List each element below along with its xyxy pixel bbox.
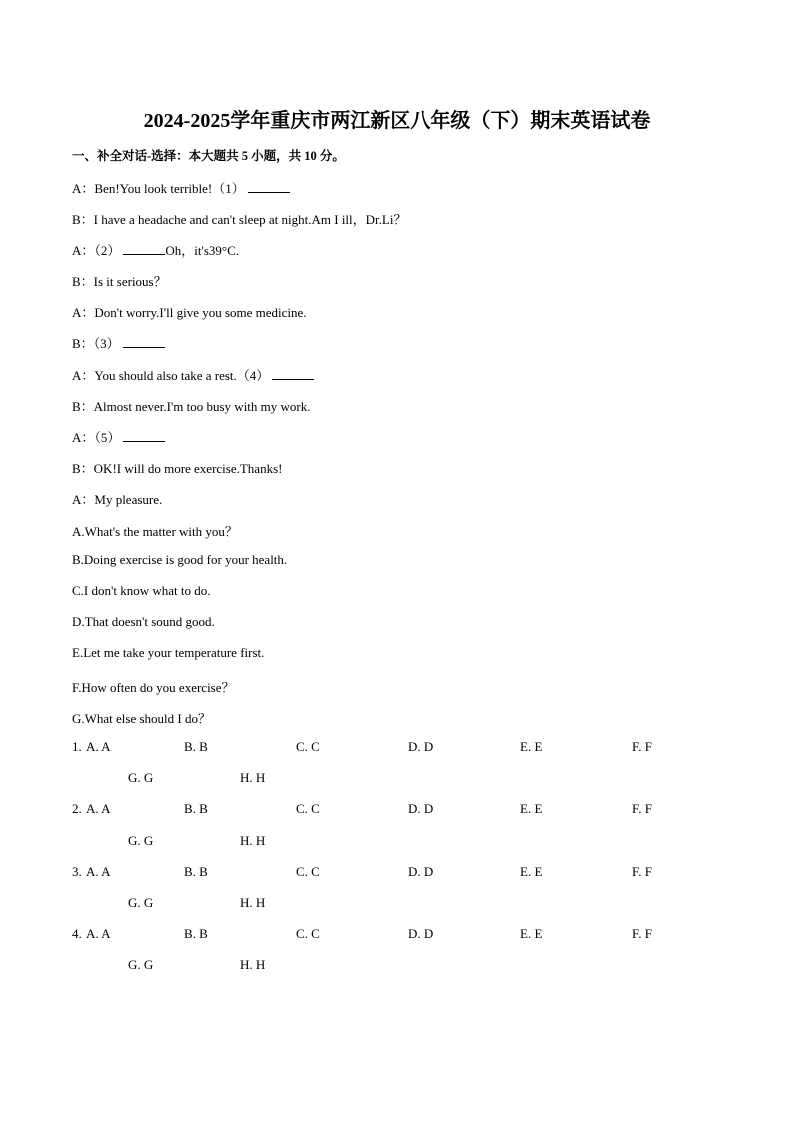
- dialogue-line: [72, 333, 165, 352]
- choice-a[interactable]: A. A: [86, 801, 111, 816]
- option-item: F.How often do you exercise？: [72, 680, 235, 695]
- choice-f[interactable]: F. F: [632, 926, 652, 941]
- answer-blank[interactable]: [123, 336, 165, 348]
- dialogue-text: B：I have a headache and can't sleep at night.Am I ill，Dr.Li？: [72, 212, 407, 227]
- choice-e[interactable]: E. E: [520, 864, 543, 879]
- choice-f[interactable]: F. F: [632, 864, 652, 879]
- dialogue-line: [72, 271, 167, 290]
- dialogue-line: [72, 396, 311, 415]
- answer-blank[interactable]: [272, 368, 314, 380]
- choice-c[interactable]: C. C: [296, 864, 320, 879]
- choice-f[interactable]: F. F: [632, 801, 652, 816]
- option-item: B.Doing exercise is good for your health.: [72, 552, 288, 567]
- choice-b[interactable]: B. B: [184, 801, 208, 816]
- answer-blank[interactable]: [248, 181, 290, 193]
- choice-a[interactable]: A. A: [86, 864, 111, 879]
- choice-b[interactable]: B. B: [184, 864, 208, 879]
- choice-c[interactable]: C. C: [296, 926, 320, 941]
- choice-f[interactable]: F. F: [632, 739, 652, 754]
- choice-h[interactable]: H. H: [240, 770, 266, 785]
- choice-d[interactable]: D. D: [408, 926, 434, 941]
- choice-e[interactable]: E. E: [520, 801, 543, 816]
- dialogue-line: [72, 302, 307, 321]
- dialogue-text-after: Oh，it's39°C.: [165, 243, 240, 258]
- choice-d[interactable]: D. D: [408, 739, 434, 754]
- option-item: D.That doesn't sound good.: [72, 614, 215, 629]
- dialogue-text: B：Is it serious？: [72, 274, 167, 289]
- question-number: 2.: [72, 801, 82, 816]
- choice-e[interactable]: E. E: [520, 739, 543, 754]
- answer-blank[interactable]: [123, 243, 165, 255]
- dialogue-line: [72, 178, 290, 197]
- option-item: A.What's the matter with you？: [72, 524, 238, 539]
- choice-b[interactable]: B. B: [184, 739, 208, 754]
- dialogue-line: [72, 427, 165, 446]
- choice-g[interactable]: G. G: [128, 957, 154, 972]
- dialogue-text: B：Almost never.I'm too busy with my work.: [72, 399, 311, 414]
- dialogue-text: B：（3）: [72, 336, 120, 351]
- choice-c[interactable]: C. C: [296, 739, 320, 754]
- option-item: E.Let me take your temperature first.: [72, 645, 265, 660]
- section-heading: 一、补全对话-选择：本大题共 5 小题，共 10 分。: [72, 149, 345, 163]
- question-number: 4.: [72, 926, 82, 941]
- choice-h[interactable]: H. H: [240, 833, 266, 848]
- choice-a[interactable]: A. A: [86, 926, 111, 941]
- choice-a[interactable]: A. A: [86, 739, 111, 754]
- choice-d[interactable]: D. D: [408, 864, 434, 879]
- dialogue-line: [72, 365, 314, 384]
- dialogue-text: A：You should also take a rest.（4）: [72, 368, 270, 383]
- dialogue-line: [72, 489, 162, 508]
- dialogue-text: A：（2）: [72, 243, 121, 258]
- dialogue-text: B：OK!I will do more exercise.Thanks!: [72, 461, 283, 476]
- choice-d[interactable]: D. D: [408, 801, 434, 816]
- dialogue-text: A：（5）: [72, 430, 121, 445]
- choice-b[interactable]: B. B: [184, 926, 208, 941]
- choice-g[interactable]: G. G: [128, 833, 154, 848]
- page-title: 2024-2025学年重庆市两江新区八年级（下）期末英语试卷: [143, 110, 651, 132]
- choice-c[interactable]: C. C: [296, 801, 320, 816]
- option-item: C.I don't know what to do.: [72, 583, 211, 598]
- dialogue-text: A：Don't worry.I'll give you some medicine.: [72, 305, 307, 320]
- choice-h[interactable]: H. H: [240, 957, 266, 972]
- dialogue-text: A：My pleasure.: [72, 492, 163, 507]
- choice-g[interactable]: G. G: [128, 895, 154, 910]
- dialogue-line: [72, 458, 282, 477]
- dialogue-text: A：Ben!You look terrible!（1）: [72, 181, 245, 196]
- choice-h[interactable]: H. H: [240, 895, 266, 910]
- choice-g[interactable]: G. G: [128, 770, 154, 785]
- option-item: G.What else should I do？: [72, 711, 212, 726]
- question-number: 3.: [72, 864, 82, 879]
- question-number: 1.: [72, 739, 82, 754]
- dialogue-line: [72, 240, 239, 259]
- dialogue-line: [72, 209, 406, 228]
- answer-blank[interactable]: [123, 430, 165, 442]
- choice-e[interactable]: E. E: [520, 926, 543, 941]
